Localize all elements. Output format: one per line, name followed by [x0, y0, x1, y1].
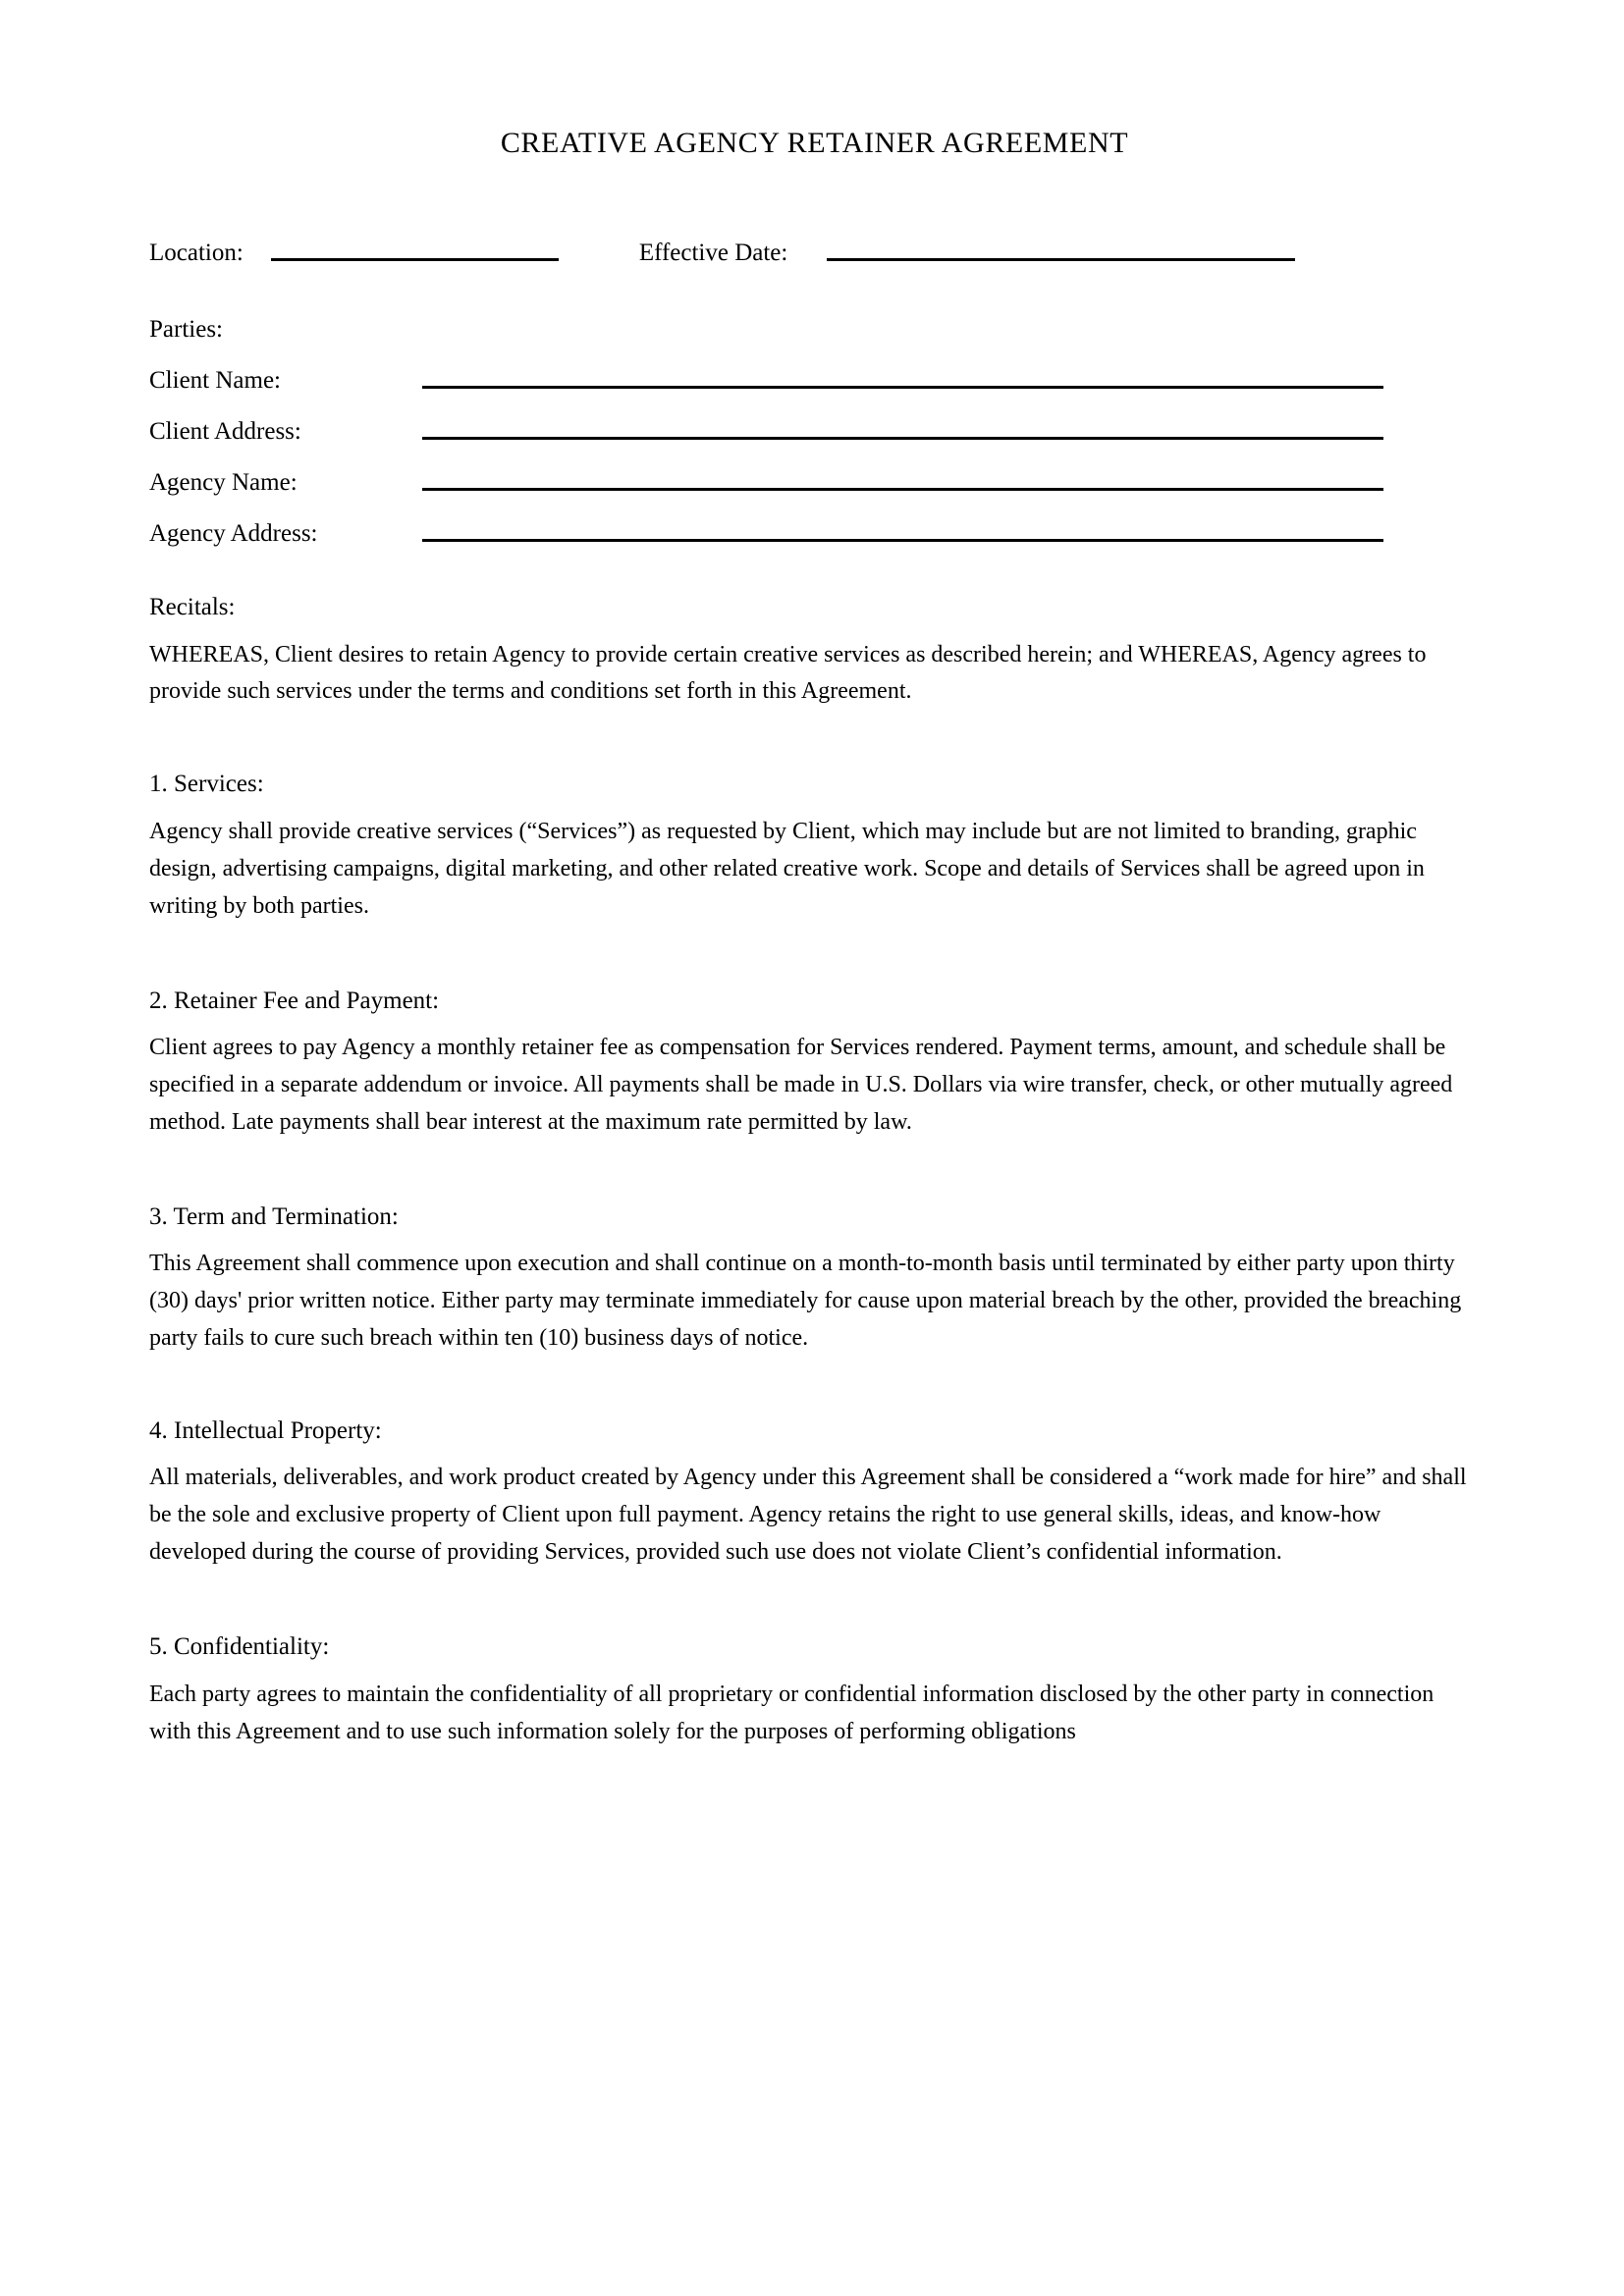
recitals-body: WHEREAS, Client desires to retain Agency to provide certain creative services as described herein; and WHEREAS, Agency agrees to provide such services under the terms and conditions set forth in this Agreement. [149, 641, 1427, 705]
party-row-agency-address [149, 521, 1480, 546]
section-5-body: Each party agrees to maintain the confidentiality of all proprietary or confidential information disclosed by the other party in connection with this Agreement and to use such information solely for the purposes of performing obligations [149, 1681, 1435, 1744]
agency-address-input-rule[interactable] [422, 539, 1383, 542]
section-4-heading: 4. Intellectual Property: [149, 1416, 382, 1444]
header-fields-row [149, 240, 1480, 265]
section-recitals [149, 593, 1480, 711]
agency-address-label: Agency Address: [149, 520, 318, 547]
section-retainer-fee-and-payment [149, 987, 1480, 1142]
agency-name-input-rule[interactable] [422, 488, 1383, 491]
section-2-heading: 2. Retainer Fee and Payment: [149, 987, 440, 1014]
party-row-client-name [149, 368, 1480, 393]
section-3-body: This Agreement shall commence upon execution and shall continue on a month-to-month basis until terminated by either party upon thirty (30) days' prior written notice. Either party may terminate immediately for cause upon material breach by the other, provided the breaching party fails to cure such breach within ten (10) business days of notice. [149, 1251, 1462, 1352]
section-5-heading: 5. Confidentiality: [149, 1633, 330, 1661]
section-term-and-termination [149, 1202, 1480, 1358]
party-row-client-address [149, 419, 1480, 444]
section-services [149, 770, 1480, 925]
effective-date-input-rule[interactable] [827, 258, 1295, 261]
section-3-heading: 3. Term and Termination: [149, 1202, 399, 1230]
effective-date-label: Effective Date: [638, 240, 788, 266]
parties-heading: Parties: [149, 316, 223, 343]
party-row-agency-name [149, 470, 1480, 495]
section-intellectual-property [149, 1416, 1480, 1572]
document-content [149, 0, 1480, 1751]
location-input-rule[interactable] [271, 258, 559, 261]
client-address-label: Client Address: [149, 418, 301, 445]
client-name-label: Client Name: [149, 367, 281, 394]
page-title: CREATIVE AGENCY RETAINER AGREEMENT [500, 127, 1129, 159]
recitals-heading: Recitals: [149, 594, 236, 620]
section-confidentiality [149, 1632, 1480, 1750]
location-label: Location: [149, 240, 244, 266]
section-1-body: Agency shall provide creative services (“Services”) as requested by Client, which may include but are not limited to branding, graphic design, advertising campaigns, digital marketing, and other related creative work. Scope and details of Services shall be agreed upon in writing by both parties. [149, 818, 1425, 919]
agency-name-label: Agency Name: [149, 469, 298, 496]
section-1-heading: 1. Services: [149, 771, 264, 798]
client-address-input-rule[interactable] [422, 437, 1383, 440]
client-name-input-rule[interactable] [422, 386, 1383, 389]
section-4-body: All materials, deliverables, and work product created by Agency under this Agreement shall be considered a “work made for hire” and shall be the sole and exclusive property of Client upon full payment. Agency retains the right to use general skills, ideas, and know-how developed during the course of providing Services, provided such use does not violate Client’s confidential information. [149, 1465, 1467, 1566]
section-2-body: Client agrees to pay Agency a monthly retainer fee as compensation for Services rendered. Payment terms, amount, and schedule shall be specified in a separate addendum or invoice. All payments shall be made in U.S. Dollars via wire transfer, check, or other mutually agreed method. Late payments shall bear interest at the maximum rate permitted by law. [149, 1035, 1453, 1135]
